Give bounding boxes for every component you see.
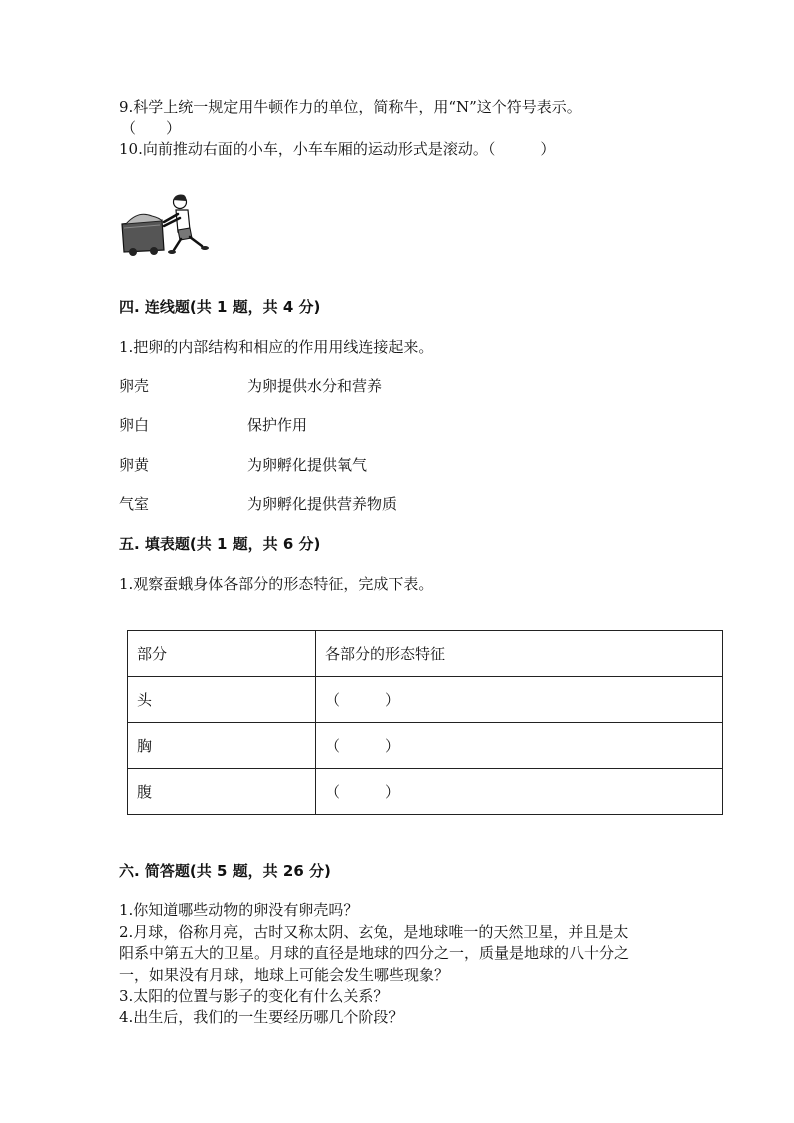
section-4-heading: 四. 连线题(共 1 题，共 4 分) (119, 298, 321, 316)
match-right-item: 保护作用 (247, 416, 308, 434)
table-header-cell: 部分 (128, 631, 316, 677)
section-6-line: 4.出生后，我们的一生要经历哪几个阶段？ (119, 1008, 404, 1026)
match-right-item: 为卵提供水分和营养 (247, 377, 383, 395)
section-6-line: 2.月球，俗称月亮，古时又称太阴、玄兔，是地球唯一的天然卫星，并且是太 (119, 923, 629, 941)
table-cell-part: 胸 (128, 723, 316, 769)
match-left-item: 卵壳 (119, 377, 150, 395)
section-6-line: 一，如果没有月球，地球上可能会发生哪些现象？ (119, 966, 450, 984)
table-cell-answer-blank: （ ） (316, 723, 723, 769)
section-6-line: 阳系中第五大的卫星。月球的直径是地球的四分之一，质量是地球的八十分之 (119, 944, 630, 962)
section-6-line: 1.你知道哪些动物的卵没有卵壳吗？ (119, 901, 359, 919)
table-header-row (128, 631, 723, 677)
match-right-item: 为卵孵化提供营养物质 (247, 495, 398, 513)
section-4-question-1: 1.把卵的内部结构和相应的作用用线连接起来。 (119, 338, 434, 356)
match-left-item: 卵白 (119, 416, 150, 434)
table-header-cell: 各部分的形态特征 (316, 631, 723, 677)
section-5-heading: 五. 填表题(共 1 题，共 6 分) (119, 535, 321, 553)
silkmoth-features-table (127, 630, 723, 815)
boy-pushing-cart-illustration (118, 188, 218, 258)
question-10-text: 10.向前推动右面的小车，小车车厢的运动形式是滚动。（ ） (119, 140, 556, 158)
section-5-question-1: 1.观察蚕蛾身体各部分的形态特征，完成下表。 (119, 575, 434, 593)
table-cell-answer-blank: （ ） (316, 677, 723, 723)
question-9-text: 9.科学上统一规定用牛顿作力的单位，简称牛，用“N”这个符号表示。 (119, 98, 582, 116)
table-row (128, 677, 723, 723)
match-right-item: 为卵孵化提供氧气 (247, 456, 368, 474)
section-6-line: 3.太阳的位置与影子的变化有什么关系？ (119, 987, 389, 1005)
table-row (128, 769, 723, 815)
table-cell-answer-blank: （ ） (316, 769, 723, 815)
match-left-item: 卵黄 (119, 456, 150, 474)
table-cell-part: 头 (128, 677, 316, 723)
table-cell-part: 腹 (128, 769, 316, 815)
table-row (128, 723, 723, 769)
match-left-item: 气室 (119, 495, 150, 513)
question-9-answer-blank: （ ） (121, 119, 182, 137)
section-6-heading: 六. 简答题(共 5 题，共 26 分) (119, 862, 331, 880)
